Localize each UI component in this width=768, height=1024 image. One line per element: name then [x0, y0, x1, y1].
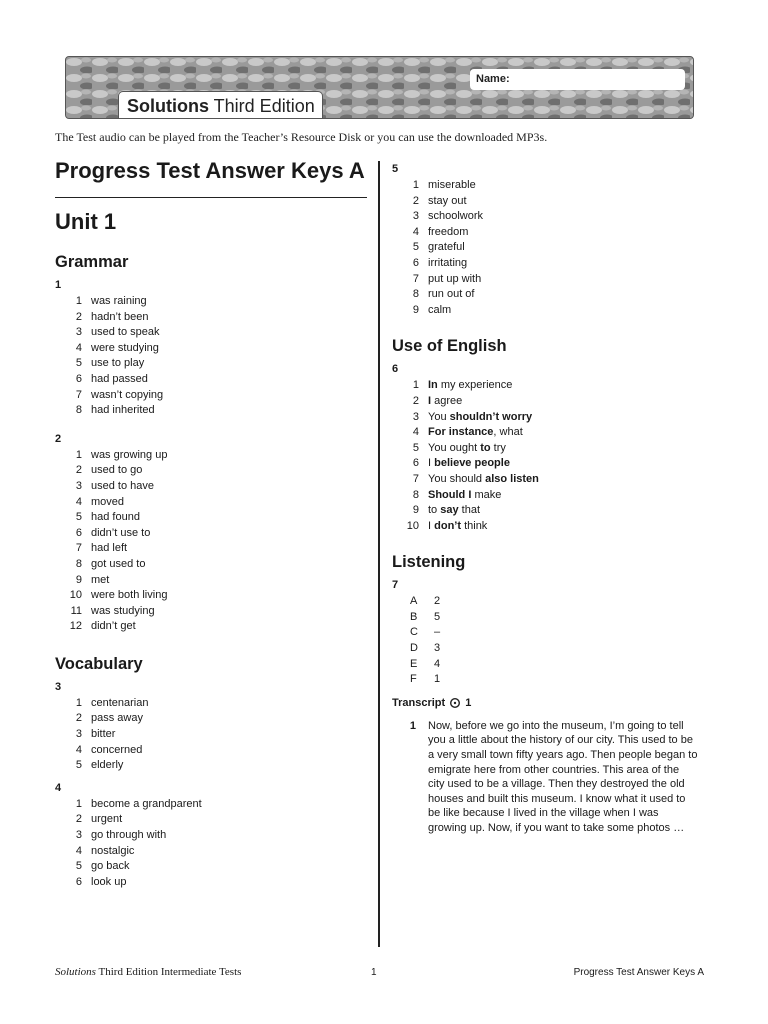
answer-item [392, 256, 712, 272]
answer-item [55, 341, 367, 357]
answer-number: 5 [75, 860, 82, 873]
answer-number: 5 [412, 441, 419, 454]
answer-text: look up [91, 875, 127, 888]
unit-heading: Unit 1 [55, 209, 117, 234]
exercise-number: 5 [392, 163, 399, 175]
answer-item [55, 372, 367, 388]
answer-number: 2 [412, 194, 419, 207]
answer-item [392, 272, 712, 288]
answer-item [392, 209, 712, 225]
answer-number: 7 [75, 388, 82, 401]
page-number: 1 [371, 967, 377, 978]
answer-item [392, 225, 712, 241]
answer-item [392, 657, 712, 673]
answer-text: used to have [91, 479, 154, 492]
answer-text: put up with [428, 272, 482, 285]
answer-text: was studying [91, 604, 155, 617]
answer-number: 2 [75, 712, 82, 725]
answer-item [55, 294, 367, 310]
answer-plain: You ought [428, 441, 481, 454]
answer-item [55, 727, 367, 743]
answer-number: 10 [69, 589, 82, 602]
vocabulary-heading: Vocabulary [55, 654, 143, 673]
answer-plain: that [458, 504, 480, 517]
answer-item [55, 619, 367, 635]
answer-number: 2 [75, 813, 82, 826]
answer-number: 3 [75, 829, 82, 842]
answer-item [55, 479, 367, 495]
answer-plain: I [428, 519, 435, 532]
answer-number: F [410, 673, 417, 686]
answer-item [55, 696, 367, 712]
answer-text [419, 425, 523, 441]
answer-number: 4 [75, 743, 82, 756]
answer-number: 1 [75, 696, 82, 709]
left-column [55, 156, 367, 890]
answer-bold: Should I [428, 488, 472, 501]
answer-item [55, 448, 367, 464]
answer-text: go through with [91, 829, 167, 842]
answer-list-5 [392, 178, 712, 318]
answer-number: 5 [75, 759, 82, 772]
footer-subtitle: Third Edition Intermediate Tests [95, 966, 242, 978]
answer-text: met [91, 573, 110, 586]
answer-number: D [410, 642, 418, 655]
answer-item [55, 463, 367, 479]
answer-number: 6 [75, 372, 82, 385]
answer-bold: I [428, 394, 432, 407]
answer-text: were both living [91, 589, 168, 602]
answer-text: didn’t use to [91, 526, 151, 539]
answer-number: 8 [412, 288, 419, 301]
answer-item [55, 557, 367, 573]
answer-item [55, 875, 367, 891]
answer-number: 3 [75, 326, 82, 339]
answer-text [419, 519, 487, 535]
answer-number: 3 [412, 410, 419, 423]
answer-text: urgent [91, 813, 123, 826]
column-divider [378, 161, 380, 947]
answer-text [419, 456, 510, 472]
footer-title [55, 966, 241, 978]
answer-item [55, 388, 367, 404]
answer-item [392, 378, 712, 394]
answer-plain: my experience [437, 379, 513, 392]
answer-number: 5 [75, 511, 82, 524]
answer-text: nostalgic [91, 844, 135, 857]
transcript-entry [392, 719, 712, 836]
answer-text: 3 [434, 642, 441, 655]
name-field[interactable]: Name: [470, 69, 685, 90]
answer-list-3 [55, 696, 367, 774]
answer-text: had left [91, 542, 128, 555]
answer-item [55, 541, 367, 557]
footer-section: Progress Test Answer Keys A [573, 967, 704, 978]
answer-plain: think [461, 519, 488, 532]
answer-plain: to [428, 504, 441, 517]
answer-list-4 [55, 797, 367, 891]
answer-text: used to speak [91, 326, 160, 339]
answer-number: 4 [75, 341, 82, 354]
answer-text [419, 378, 512, 394]
answer-item [55, 325, 367, 341]
answer-number: 1 [75, 448, 82, 461]
answer-text: go back [91, 860, 130, 873]
answer-item [392, 410, 712, 426]
answer-number: 6 [412, 256, 419, 269]
answer-item [392, 594, 712, 610]
answer-number: 2 [412, 394, 419, 407]
exercise-number: 4 [55, 781, 62, 794]
answer-item [55, 812, 367, 828]
answer-number: 9 [412, 504, 419, 517]
answer-item [55, 526, 367, 542]
answer-number: 7 [412, 272, 419, 285]
brand-bold: Solutions [127, 96, 209, 116]
answer-text: had found [91, 511, 140, 524]
answer-plain: , what [493, 426, 523, 439]
answer-bold: In [428, 379, 438, 392]
answer-item [55, 758, 367, 774]
answer-item [55, 356, 367, 372]
transcript-heading [392, 696, 712, 710]
answer-item [55, 403, 367, 419]
answer-number: 3 [75, 479, 82, 492]
answer-item [392, 519, 712, 535]
answer-text: irritating [428, 256, 468, 269]
answer-text: freedom [428, 225, 469, 238]
answer-list-1 [55, 294, 367, 419]
answer-number: 5 [412, 241, 419, 254]
answer-item [55, 604, 367, 620]
exercise-number: 7 [392, 579, 399, 592]
answer-item [392, 672, 712, 688]
answer-number: 4 [75, 495, 82, 508]
answer-text: had inherited [91, 404, 155, 417]
answer-text: didn’t get [91, 620, 136, 633]
transcript-text: Now, before we go into the museum, I’m going to tell you a little about the history of our city. This used to be a very small town fifty years ago. Then people began to emigrate here from other countries. This area of the city used to be a village. Then they destroyed the old houses and built this museum. I know what it used to be like because I lived in the village when I was growing up. Now, if you want to take some photos … [428, 719, 698, 834]
grammar-heading: Grammar [55, 253, 129, 271]
header-banner [65, 56, 694, 119]
exercise-number: 3 [55, 680, 62, 693]
answer-item [55, 797, 367, 813]
exercise-number: 2 [55, 432, 62, 445]
answer-text: got used to [91, 557, 146, 570]
exercise-number: 1 [55, 279, 62, 291]
answer-text: was growing up [91, 448, 168, 461]
answer-text: schoolwork [428, 210, 484, 223]
answer-plain: I [428, 457, 435, 470]
answer-plain: try [490, 441, 506, 454]
answer-text: centenarian [91, 696, 149, 709]
answer-bold: don’t [434, 519, 462, 532]
answer-item [392, 625, 712, 641]
answer-number: 1 [412, 379, 419, 392]
answer-number: 6 [75, 875, 82, 888]
answer-item [392, 425, 712, 441]
answer-number: 5 [75, 357, 82, 370]
answer-text: 5 [434, 610, 441, 623]
answer-number: 8 [75, 557, 82, 570]
answer-number: C [410, 626, 418, 639]
answer-item [392, 456, 712, 472]
answer-item [55, 743, 367, 759]
answer-item [55, 510, 367, 526]
answer-number: 7 [75, 542, 82, 555]
use-of-english-heading: Use of English [392, 337, 507, 356]
answer-item [392, 194, 712, 210]
answer-text: miserable [428, 179, 476, 191]
answer-bold: also listen [485, 472, 539, 485]
answer-text: grateful [428, 241, 465, 254]
answer-bold: For instance [428, 426, 494, 439]
answer-list-6 [392, 378, 712, 534]
answer-item [392, 488, 712, 504]
answer-item [392, 287, 712, 303]
answer-number: 1 [412, 179, 419, 191]
answer-number: E [410, 657, 418, 670]
brand-rest: Third Edition [209, 96, 315, 116]
answer-plain: You [428, 410, 450, 423]
right-column [392, 162, 712, 836]
answer-item [392, 610, 712, 626]
answer-number: 4 [75, 844, 82, 857]
answer-text [419, 488, 501, 504]
answer-number: 8 [412, 488, 419, 501]
exercise-number: 6 [392, 363, 399, 376]
answer-text: 2 [434, 595, 441, 608]
answer-number: 9 [75, 573, 82, 586]
answer-number: 2 [75, 310, 82, 323]
answer-number: 12 [69, 620, 82, 633]
answer-list-7 [392, 594, 712, 688]
answer-list-2 [55, 448, 367, 635]
answer-text: were studying [91, 341, 159, 354]
answer-plain: You should [428, 472, 486, 485]
brand-logo [118, 91, 323, 119]
page-title: Progress Test Answer Keys A [55, 156, 367, 198]
answer-text: pass away [91, 712, 143, 725]
answer-number: 2 [75, 464, 82, 477]
answer-plain: agree [431, 394, 463, 407]
answer-text: run out of [428, 288, 475, 301]
answer-item [392, 503, 712, 519]
answer-item [55, 495, 367, 511]
answer-item [55, 828, 367, 844]
listening-heading: Listening [392, 553, 466, 572]
transcript-track: 1 [465, 696, 472, 709]
answer-text: become a grandparent [91, 797, 202, 810]
answer-text: 1 [434, 673, 441, 686]
answer-text: used to go [91, 464, 143, 477]
answer-item [55, 310, 367, 326]
answer-text: was raining [91, 295, 147, 307]
answer-number: 8 [75, 404, 82, 417]
audio-note: The Test audio can be played from the Teacher’s Resource Disk or you can use the downloaded MP3s. [55, 130, 548, 144]
answer-item [392, 472, 712, 488]
answer-item [392, 441, 712, 457]
answer-text: elderly [91, 759, 124, 772]
answer-text: bitter [91, 728, 116, 741]
answer-text: use to play [91, 357, 145, 370]
answer-text [419, 441, 506, 457]
answer-number: 4 [412, 426, 419, 439]
answer-number: 11 [70, 604, 82, 617]
answer-number: 9 [412, 303, 419, 316]
answer-item [392, 240, 712, 256]
answer-number: 4 [412, 225, 419, 238]
answer-item [55, 573, 367, 589]
answer-item [55, 844, 367, 860]
answer-text [419, 410, 532, 426]
answer-number: 1 [75, 797, 82, 810]
answer-bold: to [480, 441, 491, 454]
answer-item [392, 641, 712, 657]
answer-plain: make [471, 488, 502, 501]
answer-text: stay out [428, 194, 467, 207]
answer-number: 6 [75, 526, 82, 539]
answer-number: 1 [75, 295, 82, 307]
answer-text: 4 [434, 657, 441, 670]
answer-text [419, 472, 539, 488]
answer-item [55, 588, 367, 604]
transcript-label: Transcript [392, 696, 446, 709]
answer-number: 10 [406, 519, 419, 532]
answer-item [55, 859, 367, 875]
answer-text: hadn’t been [91, 310, 149, 323]
answer-number: A [410, 595, 418, 608]
answer-text: wasn’t copying [91, 388, 164, 401]
answer-number: 6 [412, 457, 419, 470]
answer-text: concerned [91, 743, 143, 756]
answer-bold: shouldn’t worry [449, 410, 533, 423]
answer-number: 3 [412, 210, 419, 223]
transcript-number: 1 [409, 719, 416, 732]
answer-text: – [434, 626, 441, 639]
answer-text [419, 394, 462, 410]
answer-text [419, 503, 480, 519]
answer-number: B [410, 610, 418, 623]
answer-item [392, 178, 712, 194]
answer-bold: say [440, 504, 459, 517]
answer-bold: believe people [434, 457, 510, 470]
answer-item [392, 394, 712, 410]
answer-text: had passed [91, 372, 148, 385]
audio-disc-icon [450, 698, 460, 708]
answer-text: calm [428, 303, 452, 316]
answer-item [392, 303, 712, 319]
answer-number: 3 [75, 728, 82, 741]
answer-text: moved [91, 495, 125, 508]
answer-number: 7 [412, 472, 419, 485]
footer-series: Solutions [55, 966, 96, 978]
answer-item [55, 711, 367, 727]
